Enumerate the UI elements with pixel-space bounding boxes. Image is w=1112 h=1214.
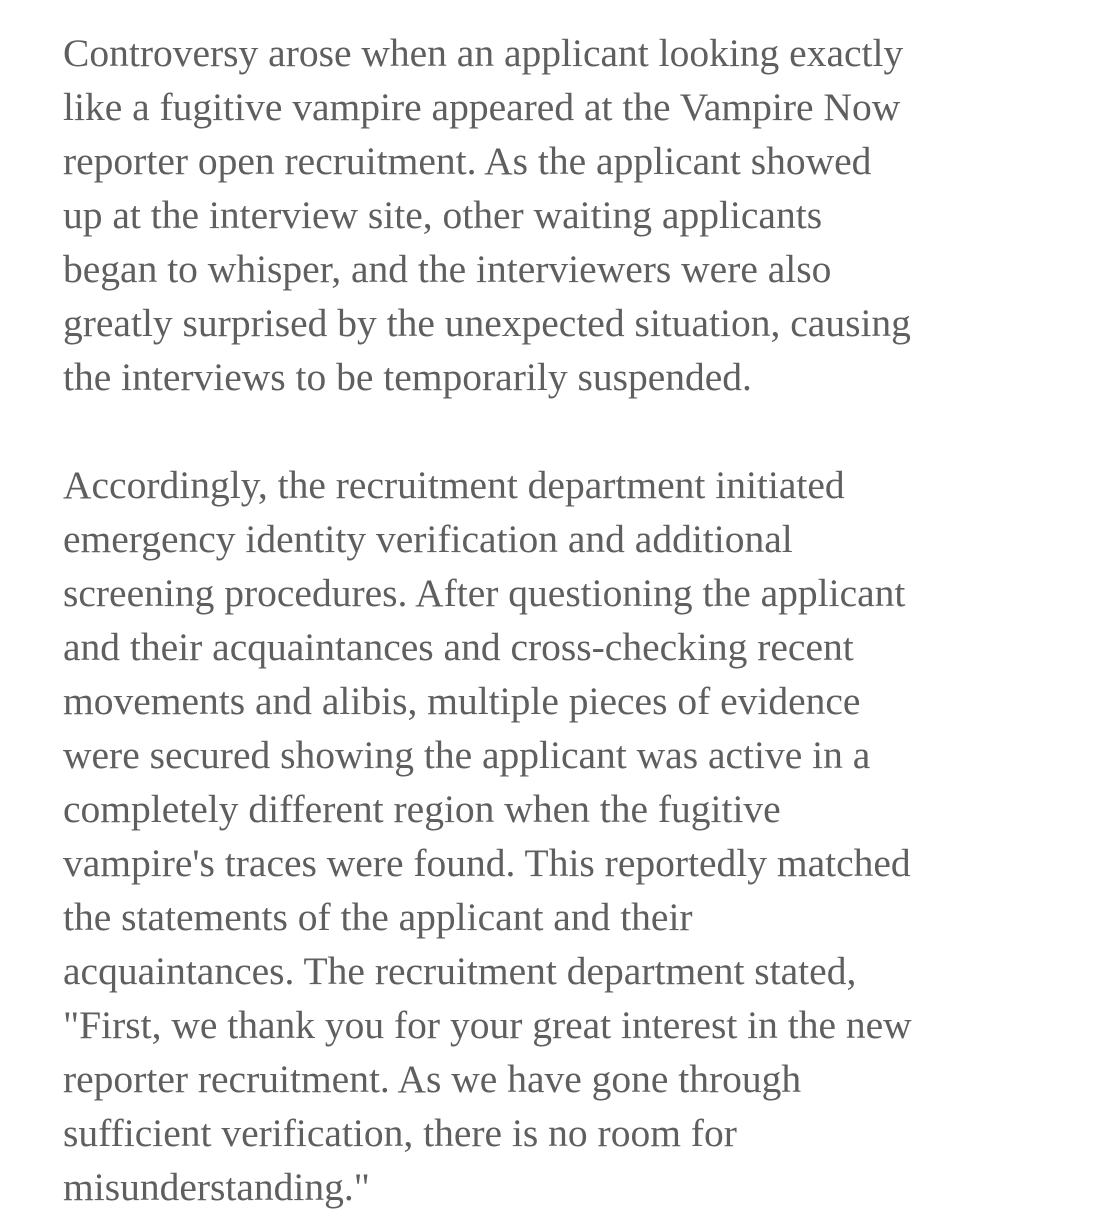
text-line: completely different region when the fugitive [63,787,781,831]
text-line: and their acquaintances and cross-checking recent [63,625,854,669]
text-line: screening procedures. After questioning the applicant [63,571,906,615]
text-line: began to whisper, and the interviewers were also [63,247,832,291]
text-line: misunderstanding." [63,1165,370,1209]
text-line: greatly surprised by the unexpected situation, causing [63,301,911,345]
text-line: like a fugitive vampire appeared at the Vampire Now [63,85,901,129]
text-line: vampire's traces were found. This reportedly matched [63,841,911,885]
text-line: sufficient verification, there is no room for [63,1111,737,1155]
text-line: reporter recruitment. As we have gone through [63,1057,802,1101]
text-line: reporter open recruitment. As the applicant showed [63,139,872,183]
text-line: acquaintances. The recruitment department stated, [63,949,857,993]
paragraph-verification [63,458,1093,1214]
text-line: Accordingly, the recruitment department initiated [63,463,845,507]
text-line: were secured showing the applicant was active in a [63,733,871,777]
text-line: the interviews to be temporarily suspended. [63,355,752,399]
text-line: emergency identity verification and additional [63,517,793,561]
text-line: Controversy arose when an applicant looking exactly [63,31,904,75]
article-body [63,26,1093,1214]
text-line: up at the interview site, other waiting applicants [63,193,823,237]
text-line: movements and alibis, multiple pieces of evidence [63,679,861,723]
text-line: the statements of the applicant and their [63,895,693,939]
paragraph-controversy [63,26,1093,404]
text-line: "First, we thank you for your great interest in the new [63,1003,912,1047]
